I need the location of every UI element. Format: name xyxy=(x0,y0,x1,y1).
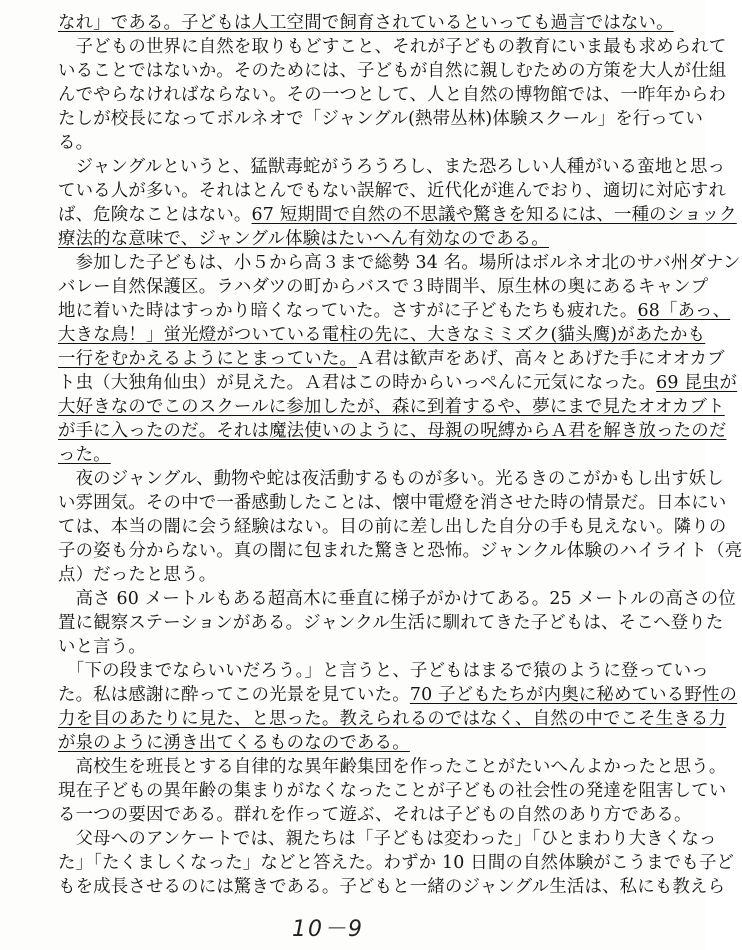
text-line: ト虫（大独角仙虫）が見えた。Ａ君はこの時からいっぺんに元気になった。69 昆虫が xyxy=(58,373,738,393)
underlined-passage: 一行をむかえるようにとまっていた。 xyxy=(58,349,358,369)
text-line: いと言う。 xyxy=(58,637,146,657)
text-line: 現在子どもの異年齢の集まりがなくなったことが子どもの社会性の発達を阻害してい xyxy=(58,781,727,801)
text-line xyxy=(58,708,727,732)
text-line: い雰囲気。その中で一番感動したことは、懐中電燈を消させた時の情景だ。日本にい xyxy=(58,493,727,513)
underlined-passage: 67 短期間で自然の不思議や驚きを知るには、一種のショック xyxy=(251,205,737,225)
underlined-passage: 69 昆虫が xyxy=(656,373,738,393)
text-line xyxy=(58,732,690,756)
text-line xyxy=(58,396,725,420)
text-line: ている人が多い。それはとんでもない誤解で、近代化が進んでおり、適切に対応すれ xyxy=(58,181,727,201)
text-line: ジャングルというと、猛獣毒蛇がうろうろし、また恐ろしい人種がいる蛮地と思っ xyxy=(58,157,726,177)
text-line: 点）だったと思う。 xyxy=(58,565,217,585)
text-line xyxy=(58,444,690,468)
text-line: バレー自然保護区。ラハダツの町からバスで３時間半、原生林の奥にあるキャンプ xyxy=(58,277,709,297)
text-line: たしが校長になってボルネオで「ジャングル(熱帯丛林)体験スクール」を行ってい xyxy=(58,109,704,129)
text-line: 子の姿も分からない。真の闇に包まれた驚きと恐怖。ジャンクル体験のハイライト（亮 xyxy=(58,541,742,561)
underlined-passage: 大きな鳥！」蛍光燈がついている電柱の先に、大きなミミズク(貓头鹰)があたかも xyxy=(58,325,706,345)
text-line xyxy=(58,228,690,252)
page-number: 10－9 xyxy=(292,917,364,942)
text-line: もを成長させるのには驚きである。子どもと一緒のジャングル生活は、私にも教えら xyxy=(58,877,726,897)
text-line: 高さ 60 メートルもある超高木に垂直に梯子がかけてある。25 メートルの高さの位 xyxy=(58,589,736,609)
underlined-passage: 大好きなのでこのスクールに参加したが、森に到着するや、夢にまで見たオオカブト xyxy=(58,397,725,417)
text-line xyxy=(58,324,706,348)
text-line: 一行をむかえるようにとまっていた。Ａ君は歓声をあげ、高々とあげた手にオオカブ xyxy=(58,349,725,369)
text-line: いることではないか。そのためには、子どもが自然に親しむための方策を大人が仕組 xyxy=(58,61,727,81)
underlined-passage: 68「あっ、 xyxy=(637,301,731,321)
text-line: ては、本当の闇に会う経験はない。目の前に差し出した自分の手も見えない。隣りの xyxy=(58,517,727,537)
body-text xyxy=(58,12,742,900)
text-line: ば、危険なことはない。67 短期間で自然の不思議や驚きを知るには、一種のショック xyxy=(58,205,737,225)
text-line: る一つの要因である。群れを作って遊ぶ、それは子どもの自然のあり方である。 xyxy=(58,805,692,825)
underlined-passage: 療法的な意味で、ジャングル体験はたいへん有効なのである。 xyxy=(58,229,549,249)
underlined-passage: が泉のように湧き出てくるものなのである。 xyxy=(58,733,410,753)
text-line xyxy=(58,420,727,444)
underlined-passage: 70 子どもたちが内奥に秘めている野性の xyxy=(409,685,738,705)
text-line: 夜のジャングル、動物や蛇は夜活動するものが多い。光るきのこがかもし出す妖し xyxy=(58,469,724,489)
underlined-passage: が手に入ったのだ。それは魔法使いのように、母親の呪縛からＡ君を解き放ったのだ xyxy=(58,421,727,441)
text-line: 父母へのアンケートでは、親たちは「子どもは変わった」「ひとまわり大きくなっ xyxy=(58,829,717,849)
text-line: 子どもの世界に自然を取りもどすこと、それが子どもの教育にいま最も求められて xyxy=(58,37,727,57)
text-line: 置に観察ステーションがある。ジャンクル生活に馴れてきた子どもは、そこへ登りた xyxy=(58,613,724,633)
text-line: る。 xyxy=(58,133,94,153)
text-line: 「下の段までならいいだろう。」と言うと、子どもはまるで猿のように登っていっ xyxy=(58,661,709,681)
text-line: 高校生を班長とする自律的な異年齢集団を作ったことがたいへんよかったと思う。 xyxy=(58,757,727,777)
underlined-passage: 力を目のあたりに見た、と思った。教えられるのではなく、自然の中でこそ生きる力 xyxy=(58,709,727,729)
text-line xyxy=(58,12,690,36)
text-line: 地に着いた時はすっかり暗くなっていた。さすがに子どもたちも疲れた。68「あっ、 xyxy=(58,301,731,321)
underlined-passage: った。 xyxy=(58,445,111,465)
text-line: た。私は感謝に酔ってこの光景を見ていた。70 子どもたちが内奥に秘めている野性の xyxy=(58,685,738,705)
text-line: 参加した子どもは、小５から高３まで総勢 34 名。場所はボルネオ北のサバ州ダナン xyxy=(58,253,741,273)
underlined-passage: なれ」である。子どもは人工空間で飼育されているといっても過言ではない。 xyxy=(58,13,674,33)
text-line: んでやらなければならない。その一つとして、人と自然の博物館では、一昨年からわ xyxy=(58,85,727,105)
text-line: た」「たくましくなった」などと答えた。わずか 10 日間の自然体験がこうまでも子ど xyxy=(58,853,735,873)
